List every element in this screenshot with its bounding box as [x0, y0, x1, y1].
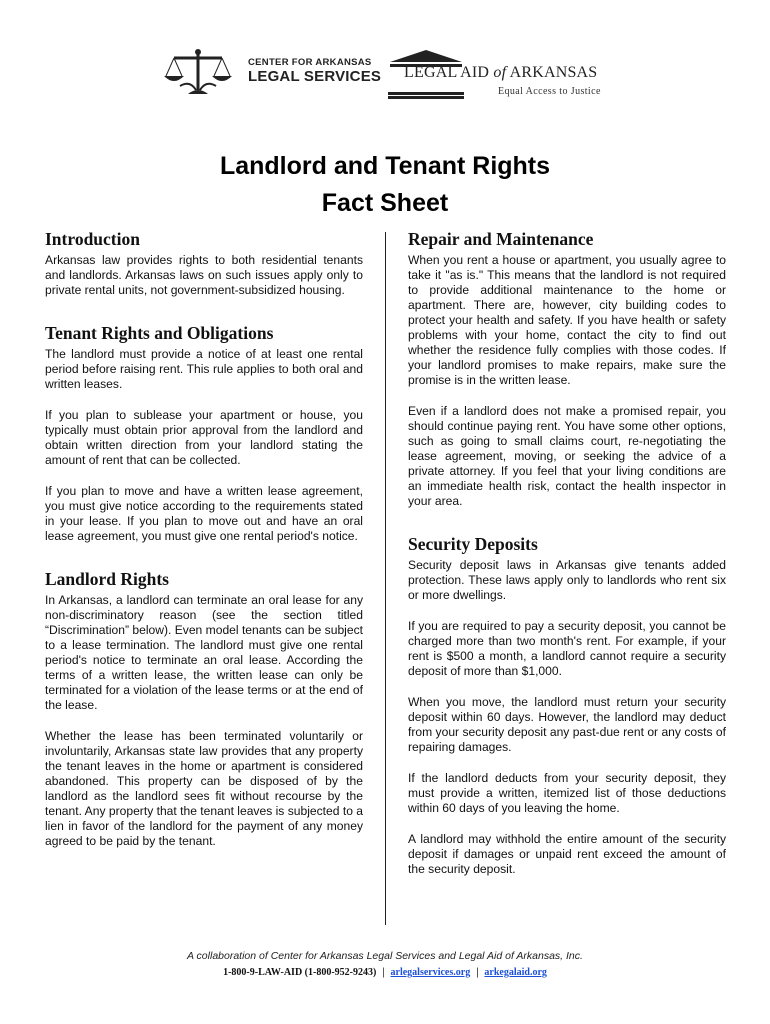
laa-tagline: Equal Access to Justice: [498, 86, 601, 97]
laa-name: [404, 64, 597, 82]
title-line2: Fact Sheet: [321, 189, 449, 217]
cals-logo: [160, 42, 382, 104]
section-introduction: [45, 228, 363, 298]
section-tenant-rights: [45, 322, 363, 544]
paragraph: Security deposit laws in Arkansas give tenants added protection. These laws apply only to landlords who rent six or more dwellings.: [408, 558, 726, 602]
laa-name-part2: ARKANSAS: [506, 64, 598, 81]
left-column: [45, 228, 363, 873]
link-arlegalservices[interactable]: arlegalservices.org: [390, 967, 471, 978]
column-divider: [385, 232, 386, 925]
section-heading: Landlord Rights: [45, 569, 169, 589]
section-heading: Introduction: [45, 229, 140, 249]
paragraph: When you rent a house or apartment, you usually agree to take it "as is." This means that the landlord is not required to provide additional maintenance to the home or apartment. There are, however, city building codes to protect your health and safety. If you have health or safety problems with your home, contact the city to find out whether the residence fully complies with those codes. If your landlord promises to make repairs, make sure the promise is in the written lease.: [408, 253, 726, 387]
laa-name-of: of: [493, 64, 507, 81]
section-landlord-rights: [45, 568, 363, 849]
scales-of-justice-icon: [160, 46, 236, 98]
laa-name-part1: LEGAL AID: [404, 64, 494, 81]
title-line1: Landlord and Tenant Rights: [219, 152, 551, 180]
paragraph: Whether the lease has been terminated voluntarily or involuntarily, Arkansas state law provides that any property the tenant leaves in the home or apartment is considered abandoned. This property can be disposed of by the landlord as the landlord sees fit without recourse by the tenant. Any property that the tenant leaves is subjected to a lien in favor of the landlord for the payment of any money agreed to be paid by the tenant.: [45, 729, 364, 848]
link-arkegalaid[interactable]: arkegalaid.org: [484, 967, 547, 978]
paragraph: If you are required to pay a security deposit, you cannot be charged more than two month's rent. For example, if your rent is $500 a month, a landlord cannot require a security deposit of more than $1,000.: [408, 619, 726, 678]
paragraph: If you plan to move and have a written lease agreement, you must give notice according to the requirements stated in your lease. If you plan to move out and have an oral lease agreement, you must give one rental period's notice.: [45, 484, 363, 543]
section-heading: Security Deposits: [408, 534, 538, 554]
cals-name-line2: LEGAL SERVICES: [248, 68, 382, 85]
footer-contact: [0, 967, 770, 978]
paragraph: The landlord must provide a notice of at least one rental period before raising rent. This rule applies to both oral and written leases.: [45, 347, 363, 391]
laa-logo: [388, 42, 620, 104]
paragraph: If you plan to sublease your apartment or house, you typically must obtain prior approval from the landlord and obtain written direction from your landlord stating the amount of rent that can be collected.: [45, 408, 363, 467]
paragraph: A landlord may withhold the entire amount of the security deposit if damages or unpaid rent exceed the amount of the security deposit.: [408, 832, 726, 876]
footer-collaboration: A collaboration of Center for Arkansas Legal Services and Legal Aid of Arkansas, Inc.: [187, 950, 583, 962]
footer-separator: |: [476, 967, 479, 978]
cals-name-line1: CENTER FOR ARKANSAS: [248, 57, 372, 68]
section-security-deposits: [408, 533, 726, 877]
section-heading: Repair and Maintenance: [408, 229, 594, 249]
footer-separator: |: [382, 967, 385, 978]
header-logos: [160, 42, 620, 104]
section-heading: Tenant Rights and Obligations: [45, 323, 274, 343]
paragraph: In Arkansas, a landlord can terminate an oral lease for any non-discriminatory reason (see the section titled “Discrimination” below). Even model tenants can be subject to a lease termination. The landlord must give one rental period's notice to terminate an oral lease. According the terms of a written lease, the written lease can only be terminated for a violation of the lease terms or at the end of the lease.: [45, 593, 363, 712]
paragraph: When you move, the landlord must return your security deposit within 60 days. However, the landlord may deduct from your security deposit any past-due rent or any costs of repairing damages.: [408, 695, 726, 754]
right-column: [408, 228, 726, 901]
section-repair-maintenance: [408, 228, 726, 509]
footer-phone: 1-800-9-LAW-AID (1-800-952-9243): [223, 967, 377, 978]
paragraph: Arkansas law provides rights to both residential tenants and landlords. Arkansas laws on such issues apply only to private rental units, not government-subsidized housing.: [45, 253, 363, 297]
page-title: [0, 148, 770, 222]
paragraph: If the landlord deducts from your security deposit, they must provide a written, itemized list of those deductions within 60 days of you leaving the home.: [408, 771, 726, 815]
paragraph: Even if a landlord does not make a promised repair, you should continue paying rent. You have some other options, such as going to small claims court, re-negotiating the lease agreement, moving, or seeking the advice of a private attorney. If you feel that your living conditions are an immediate health risk, contact the health inspector in your area.: [408, 404, 726, 508]
